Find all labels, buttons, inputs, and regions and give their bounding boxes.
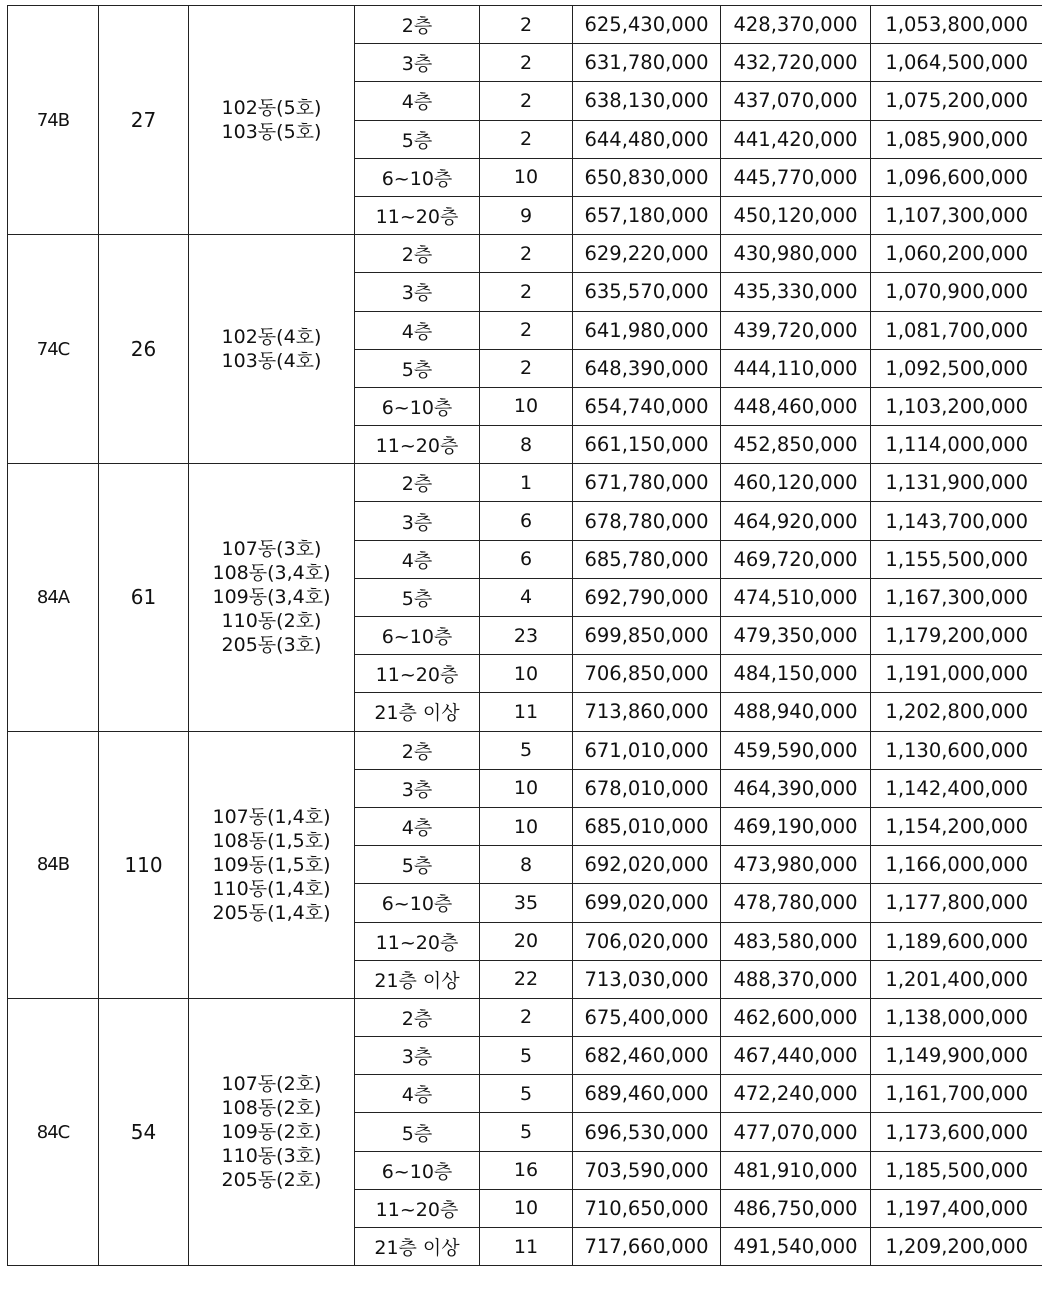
price-a-cell: 638,130,000: [573, 82, 721, 120]
household-count-cell: 5: [480, 1075, 573, 1113]
price-a-cell: 671,780,000: [573, 464, 721, 502]
household-count-cell: 35: [480, 884, 573, 922]
total-price-cell: 1,070,900,000: [871, 273, 1042, 311]
total-price-cell: 1,064,500,000: [871, 44, 1042, 82]
unit-type-cell: 84C: [8, 998, 99, 1265]
total-price-cell: 1,138,000,000: [871, 998, 1042, 1036]
household-count-cell: 20: [480, 922, 573, 960]
price-b-cell: 491,540,000: [721, 1228, 871, 1266]
price-a-cell: 661,150,000: [573, 426, 721, 464]
price-b-cell: 460,120,000: [721, 464, 871, 502]
household-count-cell: 5: [480, 1037, 573, 1075]
building-entry: 108동(1,5호): [212, 829, 331, 852]
household-count-cell: 10: [480, 1189, 573, 1227]
table-row: [8, 464, 1042, 502]
price-a-cell: 713,860,000: [573, 693, 721, 731]
floor-cell: 2층: [355, 998, 480, 1036]
household-count-cell: 22: [480, 960, 573, 998]
floor-cell: 3층: [355, 44, 480, 82]
household-count-cell: 5: [480, 731, 573, 769]
floor-cell: 6~10층: [355, 1151, 480, 1189]
price-a-cell: 682,460,000: [573, 1037, 721, 1075]
floor-cell: 3층: [355, 273, 480, 311]
household-count-cell: 11: [480, 693, 573, 731]
price-a-cell: 710,650,000: [573, 1189, 721, 1227]
floor-cell: 3층: [355, 502, 480, 540]
floor-cell: 6~10층: [355, 884, 480, 922]
floor-cell: 2층: [355, 6, 480, 44]
floor-cell: 5층: [355, 846, 480, 884]
building-entry: 110동(1,4호): [212, 877, 331, 900]
building-entry: 108동(3,4호): [212, 562, 331, 585]
unit-count-cell: 26: [99, 235, 189, 464]
building-list-cell: [189, 998, 355, 1265]
price-b-cell: 444,110,000: [721, 349, 871, 387]
floor-cell: 6~10층: [355, 158, 480, 196]
household-count-cell: 10: [480, 655, 573, 693]
price-a-cell: 706,020,000: [573, 922, 721, 960]
floor-cell: 5층: [355, 120, 480, 158]
floor-cell: 11~20층: [355, 1189, 480, 1227]
price-a-cell: 650,830,000: [573, 158, 721, 196]
household-count-cell: 6: [480, 502, 573, 540]
table-row: [8, 731, 1042, 769]
price-a-cell: 678,780,000: [573, 502, 721, 540]
price-b-cell: 435,330,000: [721, 273, 871, 311]
price-b-cell: 464,390,000: [721, 769, 871, 807]
household-count-cell: 2: [480, 44, 573, 82]
building-list-cell: [189, 235, 355, 464]
total-price-cell: 1,130,600,000: [871, 731, 1042, 769]
price-b-cell: 478,780,000: [721, 884, 871, 922]
building-entry: 107동(2호): [221, 1073, 322, 1096]
household-count-cell: 2: [480, 998, 573, 1036]
price-b-cell: 488,370,000: [721, 960, 871, 998]
total-price-cell: 1,131,900,000: [871, 464, 1042, 502]
total-price-cell: 1,143,700,000: [871, 502, 1042, 540]
price-a-cell: 657,180,000: [573, 196, 721, 234]
price-a-cell: 692,790,000: [573, 578, 721, 616]
price-b-cell: 469,720,000: [721, 540, 871, 578]
total-price-cell: 1,155,500,000: [871, 540, 1042, 578]
floor-cell: 4층: [355, 540, 480, 578]
unit-count-cell: 54: [99, 998, 189, 1265]
price-a-cell: 629,220,000: [573, 235, 721, 273]
price-a-cell: 625,430,000: [573, 6, 721, 44]
floor-cell: 6~10층: [355, 387, 480, 425]
price-b-cell: 439,720,000: [721, 311, 871, 349]
total-price-cell: 1,177,800,000: [871, 884, 1042, 922]
floor-cell: 21층 이상: [355, 960, 480, 998]
price-a-cell: 631,780,000: [573, 44, 721, 82]
price-b-cell: 472,240,000: [721, 1075, 871, 1113]
price-b-cell: 473,980,000: [721, 846, 871, 884]
price-b-cell: 432,720,000: [721, 44, 871, 82]
price-b-cell: 428,370,000: [721, 6, 871, 44]
price-b-cell: 448,460,000: [721, 387, 871, 425]
building-entry: 108동(2호): [221, 1097, 322, 1120]
floor-cell: 2층: [355, 464, 480, 502]
total-price-cell: 1,166,000,000: [871, 846, 1042, 884]
total-price-cell: 1,092,500,000: [871, 349, 1042, 387]
price-a-cell: 717,660,000: [573, 1228, 721, 1266]
price-b-cell: 462,600,000: [721, 998, 871, 1036]
floor-cell: 3층: [355, 769, 480, 807]
household-count-cell: 9: [480, 196, 573, 234]
total-price-cell: 1,185,500,000: [871, 1151, 1042, 1189]
building-entry: 205동(2호): [221, 1169, 322, 1192]
household-count-cell: 10: [480, 387, 573, 425]
building-entry: 109동(3,4호): [212, 586, 331, 609]
building-entry: 205동(3호): [221, 634, 322, 657]
price-b-cell: 459,590,000: [721, 731, 871, 769]
total-price-cell: 1,081,700,000: [871, 311, 1042, 349]
total-price-cell: 1,154,200,000: [871, 807, 1042, 845]
price-a-cell: 692,020,000: [573, 846, 721, 884]
total-price-cell: 1,142,400,000: [871, 769, 1042, 807]
total-price-cell: 1,202,800,000: [871, 693, 1042, 731]
total-price-cell: 1,173,600,000: [871, 1113, 1042, 1151]
building-list-cell: [189, 464, 355, 731]
total-price-cell: 1,075,200,000: [871, 82, 1042, 120]
household-count-cell: 5: [480, 1113, 573, 1151]
table-row: [8, 998, 1042, 1036]
price-a-cell: 689,460,000: [573, 1075, 721, 1113]
floor-cell: 5층: [355, 1113, 480, 1151]
total-price-cell: 1,060,200,000: [871, 235, 1042, 273]
floor-cell: 11~20층: [355, 426, 480, 464]
household-count-cell: 1: [480, 464, 573, 502]
household-count-cell: 8: [480, 426, 573, 464]
price-b-cell: 486,750,000: [721, 1189, 871, 1227]
price-a-cell: 699,020,000: [573, 884, 721, 922]
table-row: [8, 235, 1042, 273]
price-b-cell: 430,980,000: [721, 235, 871, 273]
price-b-cell: 450,120,000: [721, 196, 871, 234]
price-b-cell: 469,190,000: [721, 807, 871, 845]
total-price-cell: 1,189,600,000: [871, 922, 1042, 960]
total-price-cell: 1,197,400,000: [871, 1189, 1042, 1227]
price-a-cell: 675,400,000: [573, 998, 721, 1036]
price-a-cell: 703,590,000: [573, 1151, 721, 1189]
unit-type-cell: 84B: [8, 731, 99, 998]
price-b-cell: 477,070,000: [721, 1113, 871, 1151]
total-price-cell: 1,209,200,000: [871, 1228, 1042, 1266]
building-list-cell: [189, 731, 355, 998]
floor-cell: 11~20층: [355, 655, 480, 693]
total-price-cell: 1,103,200,000: [871, 387, 1042, 425]
floor-cell: 4층: [355, 1075, 480, 1113]
building-entry: 109동(2호): [221, 1121, 322, 1144]
floor-cell: 5층: [355, 349, 480, 387]
price-b-cell: 483,580,000: [721, 922, 871, 960]
total-price-cell: 1,149,900,000: [871, 1037, 1042, 1075]
building-entry: 103동(4호): [221, 350, 322, 373]
household-count-cell: 2: [480, 6, 573, 44]
price-a-cell: 685,010,000: [573, 807, 721, 845]
price-a-cell: 654,740,000: [573, 387, 721, 425]
building-entry: 205동(1,4호): [212, 901, 331, 924]
total-price-cell: 1,161,700,000: [871, 1075, 1042, 1113]
unit-type-cell: 74B: [8, 6, 99, 235]
price-a-cell: 678,010,000: [573, 769, 721, 807]
household-count-cell: 23: [480, 617, 573, 655]
total-price-cell: 1,107,300,000: [871, 196, 1042, 234]
building-entry: 102동(4호): [221, 326, 322, 349]
price-b-cell: 445,770,000: [721, 158, 871, 196]
floor-cell: 11~20층: [355, 196, 480, 234]
building-entry: 109동(1,5호): [212, 853, 331, 876]
floor-cell: 4층: [355, 82, 480, 120]
household-count-cell: 2: [480, 311, 573, 349]
household-count-cell: 10: [480, 769, 573, 807]
price-a-cell: 635,570,000: [573, 273, 721, 311]
floor-cell: 2층: [355, 235, 480, 273]
total-price-cell: 1,085,900,000: [871, 120, 1042, 158]
price-b-cell: 441,420,000: [721, 120, 871, 158]
building-entry: 103동(5호): [221, 121, 322, 144]
household-count-cell: 6: [480, 540, 573, 578]
household-count-cell: 2: [480, 349, 573, 387]
household-count-cell: 2: [480, 82, 573, 120]
price-a-cell: 713,030,000: [573, 960, 721, 998]
unit-count-cell: 61: [99, 464, 189, 731]
price-b-cell: 464,920,000: [721, 502, 871, 540]
household-count-cell: 2: [480, 273, 573, 311]
floor-cell: 6~10층: [355, 617, 480, 655]
building-list-cell: [189, 6, 355, 235]
floor-cell: 21층 이상: [355, 693, 480, 731]
table-row: [8, 6, 1042, 44]
total-price-cell: 1,167,300,000: [871, 578, 1042, 616]
total-price-cell: 1,053,800,000: [871, 6, 1042, 44]
price-a-cell: 696,530,000: [573, 1113, 721, 1151]
household-count-cell: 16: [480, 1151, 573, 1189]
unit-count-cell: 27: [99, 6, 189, 235]
floor-cell: 21층 이상: [355, 1228, 480, 1266]
price-b-cell: 488,940,000: [721, 693, 871, 731]
price-b-cell: 452,850,000: [721, 426, 871, 464]
unit-type-cell: 74C: [8, 235, 99, 464]
floor-cell: 4층: [355, 807, 480, 845]
household-count-cell: 10: [480, 158, 573, 196]
floor-cell: 11~20층: [355, 922, 480, 960]
price-a-cell: 648,390,000: [573, 349, 721, 387]
building-entry: 110동(2호): [221, 610, 322, 633]
unit-count-cell: 110: [99, 731, 189, 998]
total-price-cell: 1,114,000,000: [871, 426, 1042, 464]
household-count-cell: 2: [480, 120, 573, 158]
price-a-cell: 699,850,000: [573, 617, 721, 655]
price-b-cell: 484,150,000: [721, 655, 871, 693]
price-table: [7, 5, 1042, 1266]
household-count-cell: 2: [480, 235, 573, 273]
total-price-cell: 1,201,400,000: [871, 960, 1042, 998]
floor-cell: 4층: [355, 311, 480, 349]
floor-cell: 2층: [355, 731, 480, 769]
household-count-cell: 4: [480, 578, 573, 616]
household-count-cell: 11: [480, 1228, 573, 1266]
price-b-cell: 474,510,000: [721, 578, 871, 616]
price-a-cell: 644,480,000: [573, 120, 721, 158]
price-b-cell: 479,350,000: [721, 617, 871, 655]
price-a-cell: 641,980,000: [573, 311, 721, 349]
total-price-cell: 1,096,600,000: [871, 158, 1042, 196]
building-entry: 110동(3호): [221, 1145, 322, 1168]
price-a-cell: 685,780,000: [573, 540, 721, 578]
price-b-cell: 481,910,000: [721, 1151, 871, 1189]
total-price-cell: 1,191,000,000: [871, 655, 1042, 693]
price-a-cell: 706,850,000: [573, 655, 721, 693]
building-entry: 102동(5호): [221, 97, 322, 120]
building-entry: 107동(1,4호): [212, 805, 331, 828]
price-b-cell: 437,070,000: [721, 82, 871, 120]
unit-type-cell: 84A: [8, 464, 99, 731]
building-entry: 107동(3호): [221, 538, 322, 561]
total-price-cell: 1,179,200,000: [871, 617, 1042, 655]
floor-cell: 3층: [355, 1037, 480, 1075]
price-a-cell: 671,010,000: [573, 731, 721, 769]
floor-cell: 5층: [355, 578, 480, 616]
price-table-body: [8, 6, 1042, 1266]
price-b-cell: 467,440,000: [721, 1037, 871, 1075]
household-count-cell: 8: [480, 846, 573, 884]
price-table-sheet: [7, 5, 1042, 1266]
household-count-cell: 10: [480, 807, 573, 845]
